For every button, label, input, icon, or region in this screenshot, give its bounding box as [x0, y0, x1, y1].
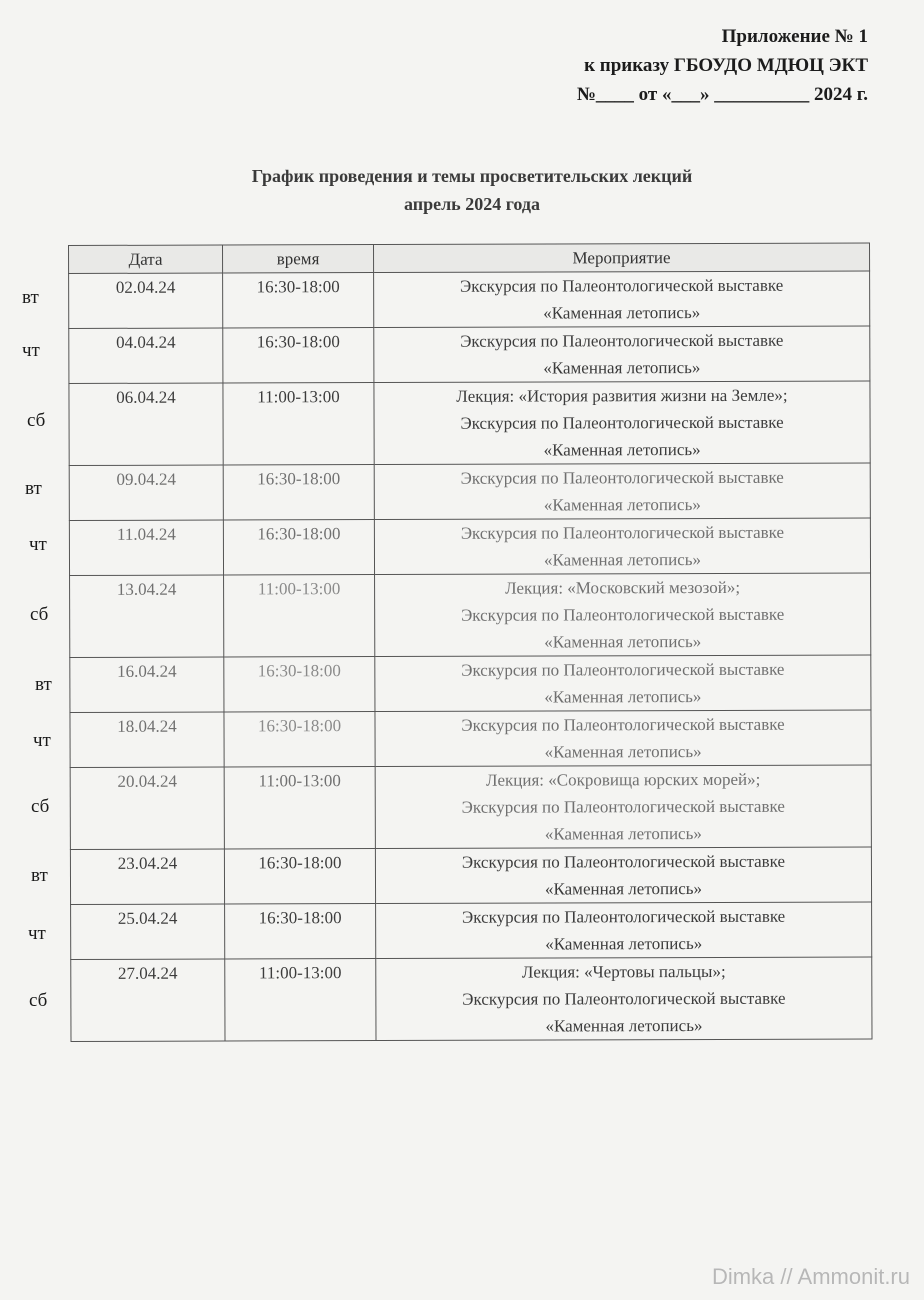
date-cell: 18.04.24: [70, 712, 224, 767]
day-of-week-label: чт: [33, 730, 51, 751]
time-cell: 11:00-13:00: [225, 959, 376, 1041]
time-cell: 11:00-13:00: [223, 383, 374, 465]
event-line: Экскурсия по Палеонтологической выставке: [461, 714, 785, 735]
event-line: «Каменная летопись»: [544, 742, 702, 762]
event-line: Экскурсия по Палеонтологической выставке: [460, 412, 784, 433]
event-cell: [375, 573, 871, 657]
day-of-week-label: чт: [28, 923, 46, 944]
appendix-number: Приложение № 1: [721, 26, 868, 47]
day-of-week-label: сб: [30, 604, 49, 625]
table-row: [70, 710, 871, 768]
event-line: Экскурсия по Палеонтологической выставке: [460, 522, 785, 543]
day-of-week-label: вт: [31, 865, 48, 886]
day-of-week-label: сб: [27, 410, 46, 431]
time-cell: 11:00-13:00: [224, 767, 375, 849]
day-of-week-label: сб: [29, 990, 48, 1011]
date-cell: 09.04.24: [69, 465, 223, 520]
time-cell: 16:30-18:00: [224, 657, 375, 712]
appendix-header: [577, 22, 868, 109]
event-line: «Каменная летопись»: [545, 934, 703, 954]
event-line: Лекция: «Сокровища юрских морей»;: [485, 769, 761, 790]
event-line: Лекция: «Чертовы пальцы»;: [521, 961, 726, 982]
day-of-week-label: вт: [25, 478, 42, 499]
event-line: «Каменная летопись»: [544, 824, 702, 844]
event-line: Экскурсия по Палеонтологической выставке: [461, 604, 785, 625]
time-cell: 16:30-18:00: [223, 273, 374, 328]
title-main: График проведения и темы просветительских лекций: [251, 166, 693, 186]
date-cell: 20.04.24: [70, 767, 224, 849]
order-number-date: №____ от «___» __________ 2024 г.: [576, 84, 868, 105]
event-cell: [375, 655, 871, 712]
table-row: [70, 847, 871, 905]
date-cell: 25.04.24: [71, 904, 225, 959]
document-title: [0, 162, 924, 218]
table-row: [70, 765, 871, 850]
event-cell: [375, 710, 871, 767]
day-of-week-label: чт: [22, 340, 40, 361]
date-cell: 16.04.24: [70, 657, 224, 712]
schedule-table: [68, 242, 872, 1042]
event-line: «Каменная летопись»: [543, 358, 701, 378]
date-cell: 13.04.24: [70, 575, 224, 657]
event-line: «Каменная летопись»: [544, 879, 703, 899]
day-of-week-label: вт: [22, 287, 39, 308]
event-cell: [374, 381, 870, 465]
event-cell: [374, 326, 870, 383]
column-header-time: время: [223, 245, 374, 273]
column-header-date: Дата: [69, 245, 223, 273]
event-cell: [375, 765, 871, 849]
event-cell: [376, 957, 872, 1041]
event-line: «Каменная летопись»: [543, 440, 701, 460]
time-cell: 16:30-18:00: [223, 328, 374, 383]
event-cell: [374, 463, 870, 520]
day-of-week-label: вт: [35, 674, 52, 695]
date-cell: 23.04.24: [70, 849, 224, 904]
time-cell: 16:30-18:00: [225, 904, 376, 959]
time-cell: 16:30-18:00: [223, 465, 374, 520]
table-row: [70, 573, 871, 658]
event-cell: [376, 902, 872, 959]
date-cell: 04.04.24: [69, 328, 223, 383]
time-cell: 16:30-18:00: [223, 520, 374, 575]
date-cell: 27.04.24: [71, 959, 225, 1041]
event-line: «Каменная летопись»: [543, 495, 701, 515]
table-row: [70, 655, 871, 713]
event-line: Лекция: «Московский мезозой»;: [505, 577, 741, 598]
table-row: [69, 326, 870, 384]
date-cell: 02.04.24: [69, 273, 223, 328]
event-line: «Каменная летопись»: [543, 303, 701, 323]
watermark-credit: Dimka // Ammonit.ru: [711, 1264, 910, 1289]
column-header-event: Мероприятие: [374, 243, 870, 273]
table-row: [69, 381, 870, 466]
date-cell: 11.04.24: [69, 520, 223, 575]
table-header-row: [69, 243, 870, 274]
date-cell: 06.04.24: [69, 383, 223, 465]
event-line: Экскурсия по Палеонтологической выставке: [462, 988, 786, 1009]
event-cell: [374, 518, 870, 575]
event-line: Экскурсия по Палеонтологической выставке: [461, 906, 786, 927]
time-cell: 16:30-18:00: [224, 712, 375, 767]
time-cell: 16:30-18:00: [224, 849, 375, 904]
table-row: [71, 957, 872, 1042]
title-month: апрель 2024 года: [403, 194, 541, 214]
event-cell: [375, 847, 871, 904]
table-row: [71, 902, 872, 960]
event-line: Экскурсия по Палеонтологической выставке: [460, 330, 784, 351]
event-line: Лекция: «История развития жизни на Земле»;: [456, 385, 788, 406]
event-cell: [374, 271, 870, 328]
event-line: «Каменная летопись»: [544, 687, 702, 707]
time-cell: 11:00-13:00: [224, 575, 375, 657]
day-of-week-label: сб: [31, 796, 50, 817]
event-line: «Каменная летопись»: [544, 632, 702, 652]
event-line: Экскурсия по Палеонтологической выставке: [459, 275, 784, 296]
event-line: Экскурсия по Палеонтологической выставке: [460, 467, 784, 488]
event-line: Экскурсия по Палеонтологической выставке: [461, 851, 786, 872]
day-of-week-label: чт: [29, 534, 47, 555]
event-line: «Каменная летопись»: [545, 1016, 703, 1036]
table-row: [69, 271, 870, 329]
event-line: Экскурсия по Палеонтологической выставке: [461, 659, 785, 680]
event-line: Экскурсия по Палеонтологической выставке: [461, 796, 785, 817]
table-row: [69, 463, 870, 521]
event-line: «Каменная летопись»: [543, 550, 702, 570]
table-row: [69, 518, 870, 576]
order-reference: к приказу ГБОУДО МДЮЦ ЭКТ: [584, 55, 868, 76]
